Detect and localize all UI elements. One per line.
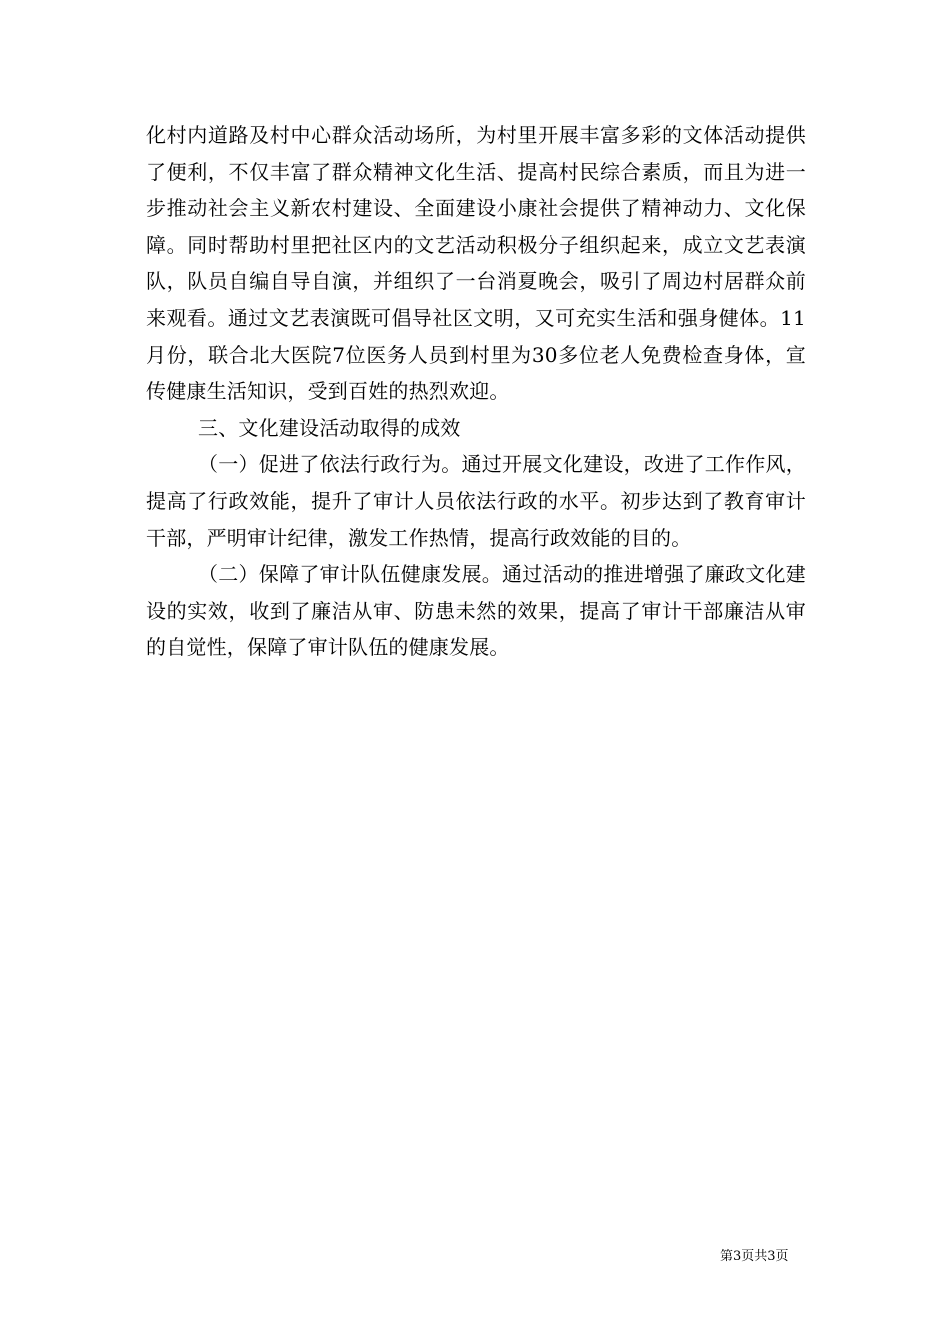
paragraph-item-2: （二）保障了审计队伍健康发展。通过活动的推进增强了廉政文化建设的实效，收到了廉洁从审、防患未然的效果，提高了审计干部廉洁从审的自觉性，保障了审计队伍的健康发展。 [146,562,806,660]
document-body [146,117,806,666]
page-number: 第3页共3页 [720,1249,789,1264]
paragraph-item-1: （一）促进了依法行政行为。通过开展文化建设，改进了工作作风，提高了行政效能，提升了审计人员依法行政的水平。初步达到了教育审计干部，严明审计纪律，激发工作热情，提高行政效能的目的。 [146,452,806,550]
paragraph-continued: 化村内道路及村中心群众活动场所，为村里开展丰富多彩的文体活动提供了便利，不仅丰富了群众精神文化生活、提高村民综合素质，而且为进一步推动社会主义新农村建设、全面建设小康社会提供了精神动力、文化保障。同时帮助村里把社区内的文艺活动积极分子组织起来，成立文艺表演队，队员自编自导自演，并组织了一台消夏晚会，吸引了周边村居群众前来观看。通过文艺表演既可倡导社区文明，又可充实生活和强身健体。11月份，联合北大医院7位医务人员到村里为30多位老人免费检查身体，宣传健康生活知识，受到百姓的热烈欢迎。 [146,123,806,404]
section-heading: 三、文化建设活动取得的成效 [198,415,461,440]
